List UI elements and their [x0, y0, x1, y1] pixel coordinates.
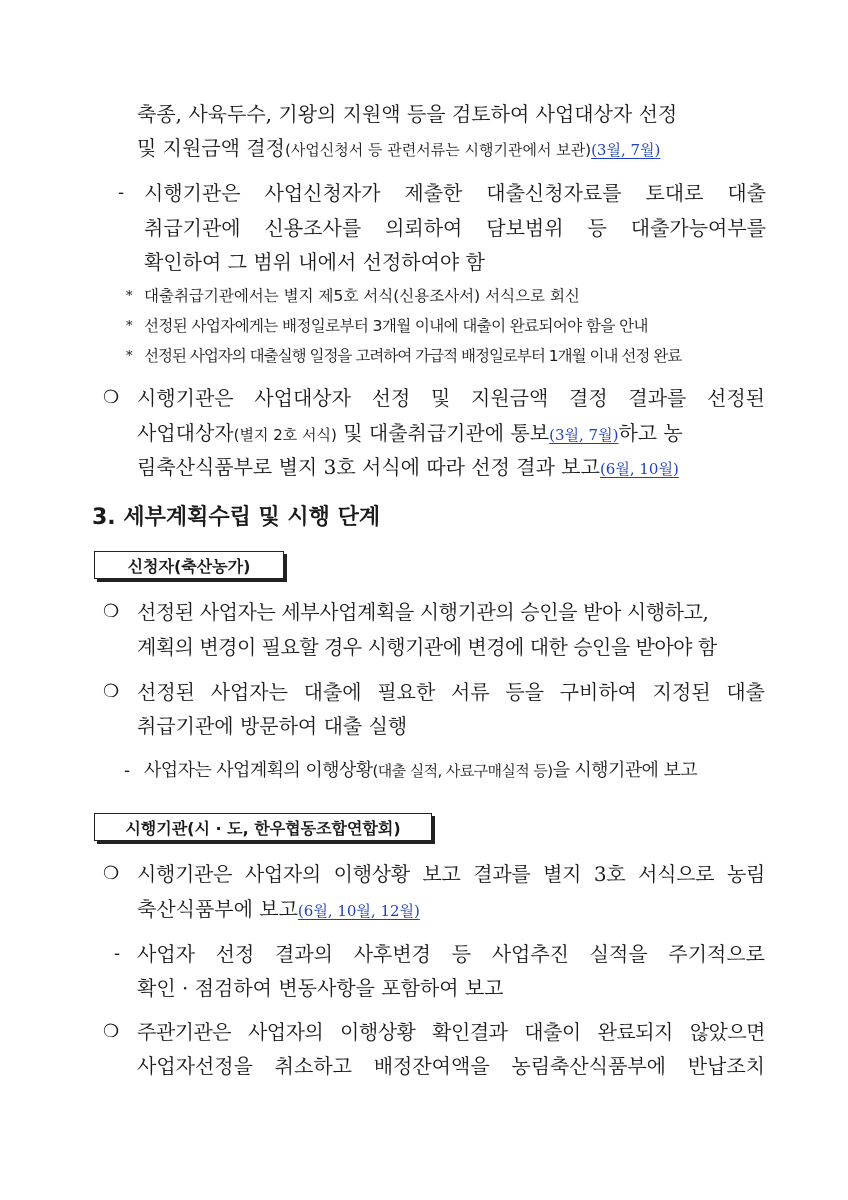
dash-marker: -	[114, 943, 121, 964]
applicant-item3-line: 사업자는 사업계획의 이행상황(대출 실적, 사료구매실적 등)을 시행기관에 보고	[144, 760, 698, 781]
note-marker: *	[126, 319, 133, 334]
bullet-circle: ❍	[103, 601, 120, 622]
agency-item1-line2: 축산식품부에 보고(6월, 10월, 12월)	[137, 897, 420, 921]
applicant-item2-line2: 취급기관에 방문하여 대출 실행	[137, 714, 408, 738]
agency-item3-line1: 주관기관은 사업자의 이행상황 확인결과 대출이 완료되지 않았으면	[137, 1020, 765, 1044]
block2-line2: 취급기관에 신용조사를 의뢰하여 담보범위 등 대출가능여부를	[144, 216, 766, 240]
note-item: 선정된 사업자의 대출실행 일정을 고려하여 가급적 배정일로부터 1개월 이내 선정 완료	[144, 347, 682, 365]
schedule-date: (6월, 10월, 12월)	[297, 902, 420, 920]
note-item: 선정된 사업자에게는 배정일로부터 3개월 이내에 대출이 완료되어야 함을 안내	[144, 317, 648, 335]
note-item: 대출취급기관에서는 별지 제5호 서식(신용조사서) 서식으로 회신	[144, 287, 580, 305]
applicant-item2-line1: 선정된 사업자는 대출에 필요한 서류 등을 구비하여 지정된 대출	[137, 680, 765, 704]
bullet-circle: ❍	[103, 387, 120, 408]
section-heading: 3. 세부계획수립 및 시행 단계	[92, 505, 381, 530]
block2-line3: 확인하여 그 범위 내에서 선정하여야 함	[144, 250, 485, 274]
agency-box	[94, 813, 432, 841]
block3-line2: 사업대상자(별지 2호 서식) 및 대출취급기관에 통보(3월, 7월)하고 농	[137, 421, 683, 445]
dash-marker: -	[124, 760, 131, 781]
bullet-circle: ❍	[103, 1021, 120, 1042]
agency-item3-line2: 사업자선정을 취소하고 배정잔여액을 농림축산식품부에 반납조치	[137, 1054, 765, 1078]
block1-line2: 및 지원금액 결정(사업신청서 등 관련서류는 시행기관에서 보관)(3월, 7월)	[137, 136, 661, 160]
agency-item2-line1: 사업자 선정 결과의 사후변경 등 사업추진 실적을 주기적으로	[137, 942, 765, 966]
schedule-date: (3월, 7월)	[549, 426, 619, 444]
applicant-item1-line1: 선정된 사업자는 세부사업계획을 시행기관의 승인을 받아 시행하고,	[137, 600, 709, 624]
applicant-box-label: 신청자(축산농가)	[127, 556, 251, 576]
block3-line1: 시행기관은 사업대상자 선정 및 지원금액 결정 결과를 선정된	[137, 386, 765, 410]
applicant-box	[94, 551, 284, 579]
block3-line3: 림축산식품부로 별지 3호 서식에 따라 선정 결과 보고(6월, 10월)	[137, 455, 679, 479]
block1-line1: 축종, 사육두수, 기왕의 지원액 등을 검토하여 사업대상자 선정	[137, 102, 678, 126]
schedule-date: (6월, 10월)	[599, 460, 679, 478]
applicant-item1-line2: 계획의 변경이 필요할 경우 시행기관에 변경에 대한 승인을 받아야 함	[137, 635, 717, 659]
note-marker: *	[126, 349, 133, 364]
bullet-circle: ❍	[103, 681, 120, 702]
dash-marker: -	[118, 182, 125, 203]
note-marker: *	[126, 289, 133, 304]
block2-line1: 시행기관은 사업신청자가 제출한 대출신청자료를 토대로 대출	[144, 181, 766, 205]
schedule-date: (3월, 7월)	[591, 141, 661, 159]
agency-box-label: 시행기관(시 · 도, 한우협동조합연합회)	[125, 818, 401, 838]
agency-item1-line1: 시행기관은 사업자의 이행상황 보고 결과를 별지 3호 서식으로 농림	[137, 862, 765, 886]
agency-item2-line2: 확인 · 점검하여 변동사항을 포함하여 보고	[137, 976, 504, 1000]
bullet-circle: ❍	[103, 863, 120, 884]
